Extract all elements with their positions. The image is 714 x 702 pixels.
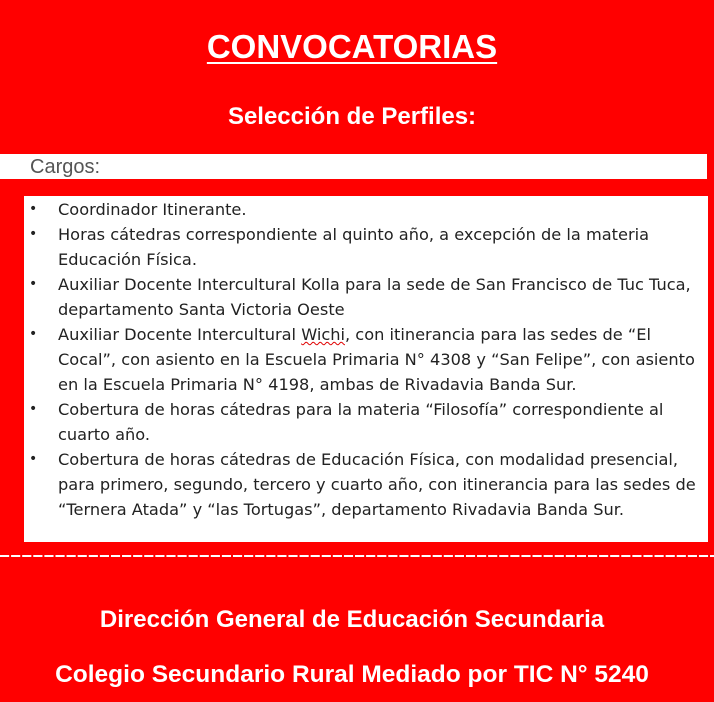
bullet-icon: • [29,201,38,217]
dashed-divider [0,554,714,558]
bullet-icon: • [29,451,38,467]
list-item-text: Horas cátedras correspondiente al quinto año, a excepción de la materia Educación Física. [58,225,650,269]
list-item-text: Cobertura de horas cátedras de Educación Física, con modalidad presencial, para primero, segundo, tercero y cuarto año, con itinerancia para las sedes de “Ternera Atada” y “las Tortugas”, departamento Rivadavia Banda Sur. [58,450,696,519]
bullet-icon: • [29,326,38,342]
list-item-text: Cobertura de horas cátedras para la materia “Filosofía” correspondiente al cuarto año. [58,400,664,444]
list-item [24,222,708,272]
list-item-text-end: , con itinerancia para las sedes de “El Cocal”, con asiento en la Escuela Primaria N° 4308 y “San Felipe”, con asiento en la Escuela Primaria N° 4198, ambas de Rivadavia Banda Sur. [58,325,695,394]
list-item [24,322,708,397]
list-item [24,272,708,322]
list-item-text: Auxiliar Docente Intercultural Kolla para la sede de San Francisco de Tuc Tuca, departamento Santa Victoria Oeste [58,275,691,319]
list-item-text-start: Auxiliar Docente Intercultural [58,325,302,344]
page-subtitle: Selección de Perfiles: [227,103,477,130]
bullet-icon: • [29,401,38,417]
list-item [24,397,708,447]
spellcheck-word: Wichi [301,325,345,344]
list-item [24,447,708,522]
cargos-bar [0,154,707,179]
list-item [24,197,708,222]
list-item-text: Coordinador Itinerante. [58,200,247,219]
cargos-list [24,197,708,522]
page-title: CONVOCATORIAS [206,28,498,65]
bullet-icon: • [29,226,38,242]
cargos-label: Cargos: [30,156,101,178]
footer-line-2: Colegio Secundario Rural Mediado por TIC N° 5240 [55,661,649,688]
footer-line-1: Dirección General de Educación Secundaria [99,606,605,633]
bullet-icon: • [29,276,38,292]
